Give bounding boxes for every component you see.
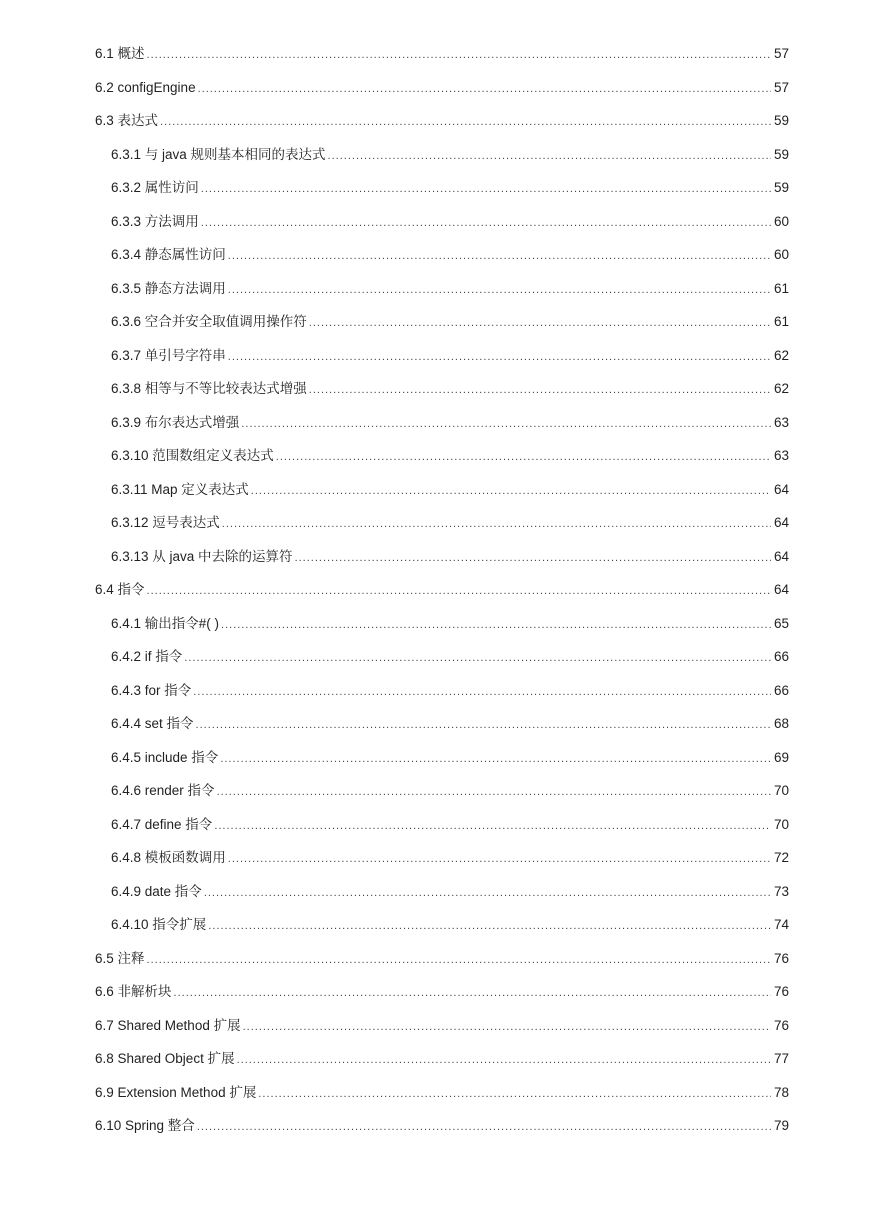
toc-entry[interactable]: [95, 781, 789, 815]
toc-entry-label: 6.3.10 范围数组定义表达式: [111, 448, 274, 463]
toc-entry[interactable]: [95, 44, 789, 78]
toc-entry-page: 74: [773, 917, 789, 932]
dot-leader: [147, 45, 771, 65]
dot-leader: [328, 146, 771, 166]
toc-entry[interactable]: [95, 1083, 789, 1117]
dot-leader: [193, 682, 771, 702]
toc-entry-page: 70: [773, 783, 789, 798]
dot-leader: [243, 1017, 771, 1037]
toc-entry[interactable]: [95, 848, 789, 882]
toc-entry-page: 62: [773, 381, 789, 396]
toc-entry[interactable]: [95, 212, 789, 246]
toc-entry-page: 64: [773, 515, 789, 530]
toc-entry[interactable]: [95, 480, 789, 514]
toc-entry-label: 6.3.13 从 java 中去除的运算符: [111, 548, 293, 564]
dot-leader: [221, 615, 771, 635]
toc-entry-page: 59: [773, 180, 789, 195]
toc-entry-page: 59: [773, 146, 789, 162]
dot-leader: [214, 816, 771, 836]
toc-entry-page: 57: [773, 46, 789, 61]
toc-entry-page: 66: [773, 649, 789, 664]
toc-entry-label: 6.6 非解析块: [95, 984, 172, 999]
toc-entry-page: 73: [773, 883, 789, 899]
toc-entry-page: 70: [773, 816, 789, 832]
toc-entry-label: 6.3.11 Map 定义表达式: [111, 481, 249, 497]
toc-entry-label: 6.3.1 与 java 规则基本相同的表达式: [111, 146, 326, 162]
toc-entry-label: 6.3.7 单引号字符串: [111, 347, 226, 363]
dot-leader: [228, 347, 771, 367]
dot-leader: [309, 380, 771, 400]
toc-entry[interactable]: [95, 513, 789, 547]
toc-entry[interactable]: [95, 178, 789, 212]
toc-entry[interactable]: [95, 346, 789, 380]
toc-entry-label: 6.3.5 静态方法调用: [111, 280, 226, 296]
toc-entry-label: 6.3.6 空合并安全取值调用操作符: [111, 314, 307, 329]
toc-entry-label: 6.7 Shared Method 扩展: [95, 1017, 241, 1033]
toc-entry-page: 61: [773, 314, 789, 329]
toc-entry[interactable]: [95, 748, 789, 782]
toc-entry[interactable]: [95, 547, 789, 581]
toc-entry-label: 6.4.10 指令扩展: [111, 917, 207, 932]
table-of-contents: [95, 44, 789, 1150]
toc-entry-page: 76: [773, 950, 789, 966]
toc-entry[interactable]: [95, 245, 789, 279]
toc-entry[interactable]: [95, 78, 789, 112]
toc-entry-label: 6.2 configEngine: [95, 79, 196, 95]
toc-entry-label: 6.3.4 静态属性访问: [111, 247, 226, 262]
dot-leader: [258, 1084, 771, 1104]
toc-entry[interactable]: [95, 145, 789, 179]
dot-leader: [228, 246, 771, 266]
toc-entry-label: 6.4.2 if 指令: [111, 649, 183, 664]
toc-entry-label: 6.3.9 布尔表达式增强: [111, 414, 240, 430]
toc-entry[interactable]: [95, 681, 789, 715]
toc-entry[interactable]: [95, 580, 789, 614]
dot-leader: [196, 715, 771, 735]
toc-entry-page: 72: [773, 850, 789, 865]
dot-leader: [251, 481, 771, 501]
toc-entry-page: 68: [773, 716, 789, 731]
toc-entry-label: 6.4.1 输出指令#( ): [111, 615, 220, 631]
toc-entry-page: 63: [773, 448, 789, 463]
toc-entry[interactable]: [95, 915, 789, 949]
toc-entry-label: 6.5 注释: [95, 950, 145, 966]
toc-entry-page: 69: [773, 749, 789, 765]
dot-leader: [174, 983, 771, 1003]
toc-entry[interactable]: [95, 1116, 789, 1150]
dot-leader: [204, 883, 771, 903]
toc-entry-page: 64: [773, 481, 789, 497]
toc-entry-label: 6.10 Spring 整合: [95, 1118, 195, 1133]
toc-entry[interactable]: [95, 647, 789, 681]
toc-entry[interactable]: [95, 614, 789, 648]
dot-leader: [222, 514, 771, 534]
toc-entry-label: 6.4 指令: [95, 582, 145, 597]
toc-entry-page: 59: [773, 113, 789, 128]
toc-entry-page: 66: [773, 682, 789, 698]
dot-leader: [147, 950, 771, 970]
dot-leader: [147, 581, 771, 601]
toc-entry[interactable]: [95, 882, 789, 916]
toc-entry[interactable]: [95, 379, 789, 413]
toc-entry[interactable]: [95, 815, 789, 849]
toc-entry-label: 6.4.6 render 指令: [111, 783, 215, 798]
dot-leader: [237, 1050, 771, 1070]
toc-entry[interactable]: [95, 312, 789, 346]
toc-entry[interactable]: [95, 714, 789, 748]
toc-entry-page: 77: [773, 1051, 789, 1066]
toc-entry-label: 6.8 Shared Object 扩展: [95, 1051, 235, 1066]
toc-entry-page: 65: [773, 615, 789, 631]
toc-entry-page: 63: [773, 414, 789, 430]
dot-leader: [217, 782, 771, 802]
toc-entry[interactable]: [95, 413, 789, 447]
dot-leader: [276, 447, 771, 467]
dot-leader: [160, 112, 771, 132]
toc-entry-page: 76: [773, 1017, 789, 1033]
toc-entry-page: 79: [773, 1118, 789, 1133]
toc-entry-label: 6.9 Extension Method 扩展: [95, 1084, 257, 1100]
toc-entry-label: 6.4.7 define 指令: [111, 816, 213, 832]
toc-entry-label: 6.3.2 属性访问: [111, 180, 199, 195]
toc-entry-page: 57: [773, 79, 789, 95]
dot-leader: [184, 648, 771, 668]
dot-leader: [228, 280, 771, 300]
dot-leader: [220, 749, 771, 769]
toc-entry[interactable]: [95, 279, 789, 313]
toc-entry-label: 6.3.3 方法调用: [111, 213, 199, 229]
toc-entry-label: 6.3.12 逗号表达式: [111, 515, 220, 530]
dot-leader: [201, 213, 771, 233]
toc-entry-page: 60: [773, 247, 789, 262]
toc-entry-label: 6.1 概述: [95, 46, 145, 61]
toc-entry-label: 6.4.8 模板函数调用: [111, 850, 226, 865]
toc-entry-label: 6.3 表达式: [95, 113, 159, 128]
toc-entry-page: 64: [773, 548, 789, 564]
toc-entry-page: 76: [773, 984, 789, 999]
toc-entry[interactable]: [95, 111, 789, 145]
dot-leader: [197, 1117, 771, 1137]
toc-entry-label: 6.3.8 相等与不等比较表达式增强: [111, 381, 307, 396]
toc-entry[interactable]: [95, 446, 789, 480]
toc-entry-page: 64: [773, 582, 789, 597]
dot-leader: [241, 414, 771, 434]
toc-entry[interactable]: [95, 1016, 789, 1050]
toc-entry-page: 61: [773, 280, 789, 296]
toc-entry-label: 6.4.9 date 指令: [111, 883, 202, 899]
toc-entry-page: 62: [773, 347, 789, 363]
toc-entry[interactable]: [95, 982, 789, 1016]
toc-entry-label: 6.4.3 for 指令: [111, 682, 192, 698]
dot-leader: [201, 179, 771, 199]
toc-entry-label: 6.4.4 set 指令: [111, 716, 194, 731]
dot-leader: [208, 916, 771, 936]
toc-entry-page: 60: [773, 213, 789, 229]
toc-entry-page: 78: [773, 1084, 789, 1100]
dot-leader: [198, 79, 771, 99]
dot-leader: [295, 548, 771, 568]
dot-leader: [309, 313, 771, 333]
toc-entry[interactable]: [95, 1049, 789, 1083]
dot-leader: [228, 849, 771, 869]
toc-entry-label: 6.4.5 include 指令: [111, 749, 219, 765]
toc-entry[interactable]: [95, 949, 789, 983]
